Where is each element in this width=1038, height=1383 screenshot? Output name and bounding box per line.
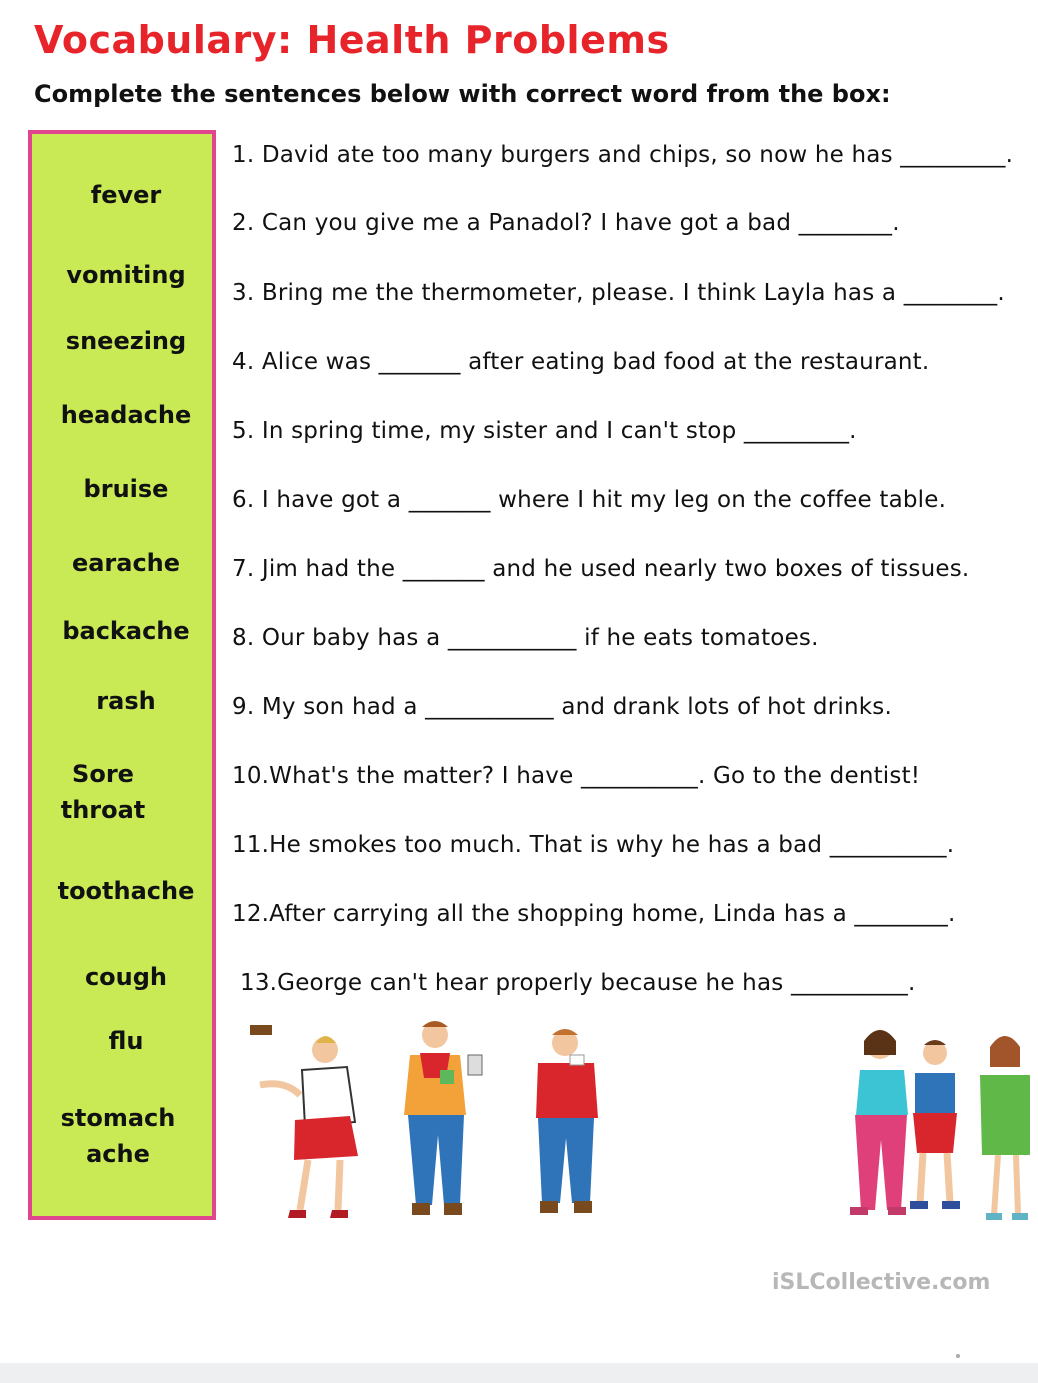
sentence-1: 1. David ate too many burgers and chips, so now he has _________.	[232, 142, 1014, 168]
scroll-indicator-dot	[956, 1354, 960, 1358]
sentence-4: 4. Alice was _______ after eating bad food at the restaurant.	[232, 349, 930, 375]
bottom-bar	[0, 1363, 1038, 1383]
backache-figure	[910, 1040, 960, 1209]
word-item: stomach ache	[60, 1104, 176, 1168]
sentence-9: 9. My son had a ___________ and drank lots of hot drinks.	[232, 694, 892, 720]
word-item: headache	[60, 401, 192, 429]
word-item: fever	[90, 181, 162, 209]
sentence-2: 2. Can you give me a Panadol? I have got a bad ________.	[232, 210, 900, 236]
headache-figure	[850, 1030, 908, 1215]
sentence-12: 12.After carrying all the shopping home, Linda has a ________.	[232, 901, 956, 927]
word-item: toothache	[57, 877, 195, 905]
word-item: backache	[62, 617, 190, 645]
sentence-8: 8. Our baby has a ___________ if he eats tomatoes.	[232, 625, 819, 651]
sentence-3: 3. Bring me the thermometer, please. I think Layla has a ________.	[232, 280, 1005, 306]
sentence-11: 11.He smokes too much. That is why he has a bad __________.	[232, 832, 955, 858]
word-item: earache	[71, 549, 181, 577]
word-item: cough	[84, 963, 168, 991]
word-item: vomiting	[66, 261, 186, 289]
word-item: flu	[108, 1027, 144, 1055]
word-box	[28, 130, 216, 1220]
word-item: rash	[96, 687, 156, 715]
sentence-7: 7. Jim had the _______ and he used nearly two boxes of tissues.	[232, 556, 970, 582]
fever-figure	[980, 1036, 1030, 1220]
watermark: iSLCollective.com	[772, 1270, 991, 1295]
instruction-text: Complete the sentences below with correct word from the box:	[34, 80, 891, 108]
flu-figure	[404, 1021, 482, 1215]
sentence-5: 5. In spring time, my sister and I can't stop _________.	[232, 418, 857, 444]
page-title: Vocabulary: Health Problems	[34, 18, 670, 62]
word-item: sneezing	[65, 327, 187, 355]
sentence-13: 13.George can't hear properly because he has __________.	[240, 970, 916, 996]
sneezing-figure	[536, 1029, 598, 1213]
word-item: Sore throat	[60, 760, 146, 824]
sentence-10: 10.What's the matter? I have __________. Go to the dentist!	[232, 763, 921, 789]
sentence-6: 6. I have got a _______ where I hit my leg on the coffee table.	[232, 487, 947, 513]
health-illustrations	[240, 1015, 1030, 1230]
stomach-ache-figure	[250, 1025, 358, 1218]
word-item: bruise	[83, 475, 169, 503]
